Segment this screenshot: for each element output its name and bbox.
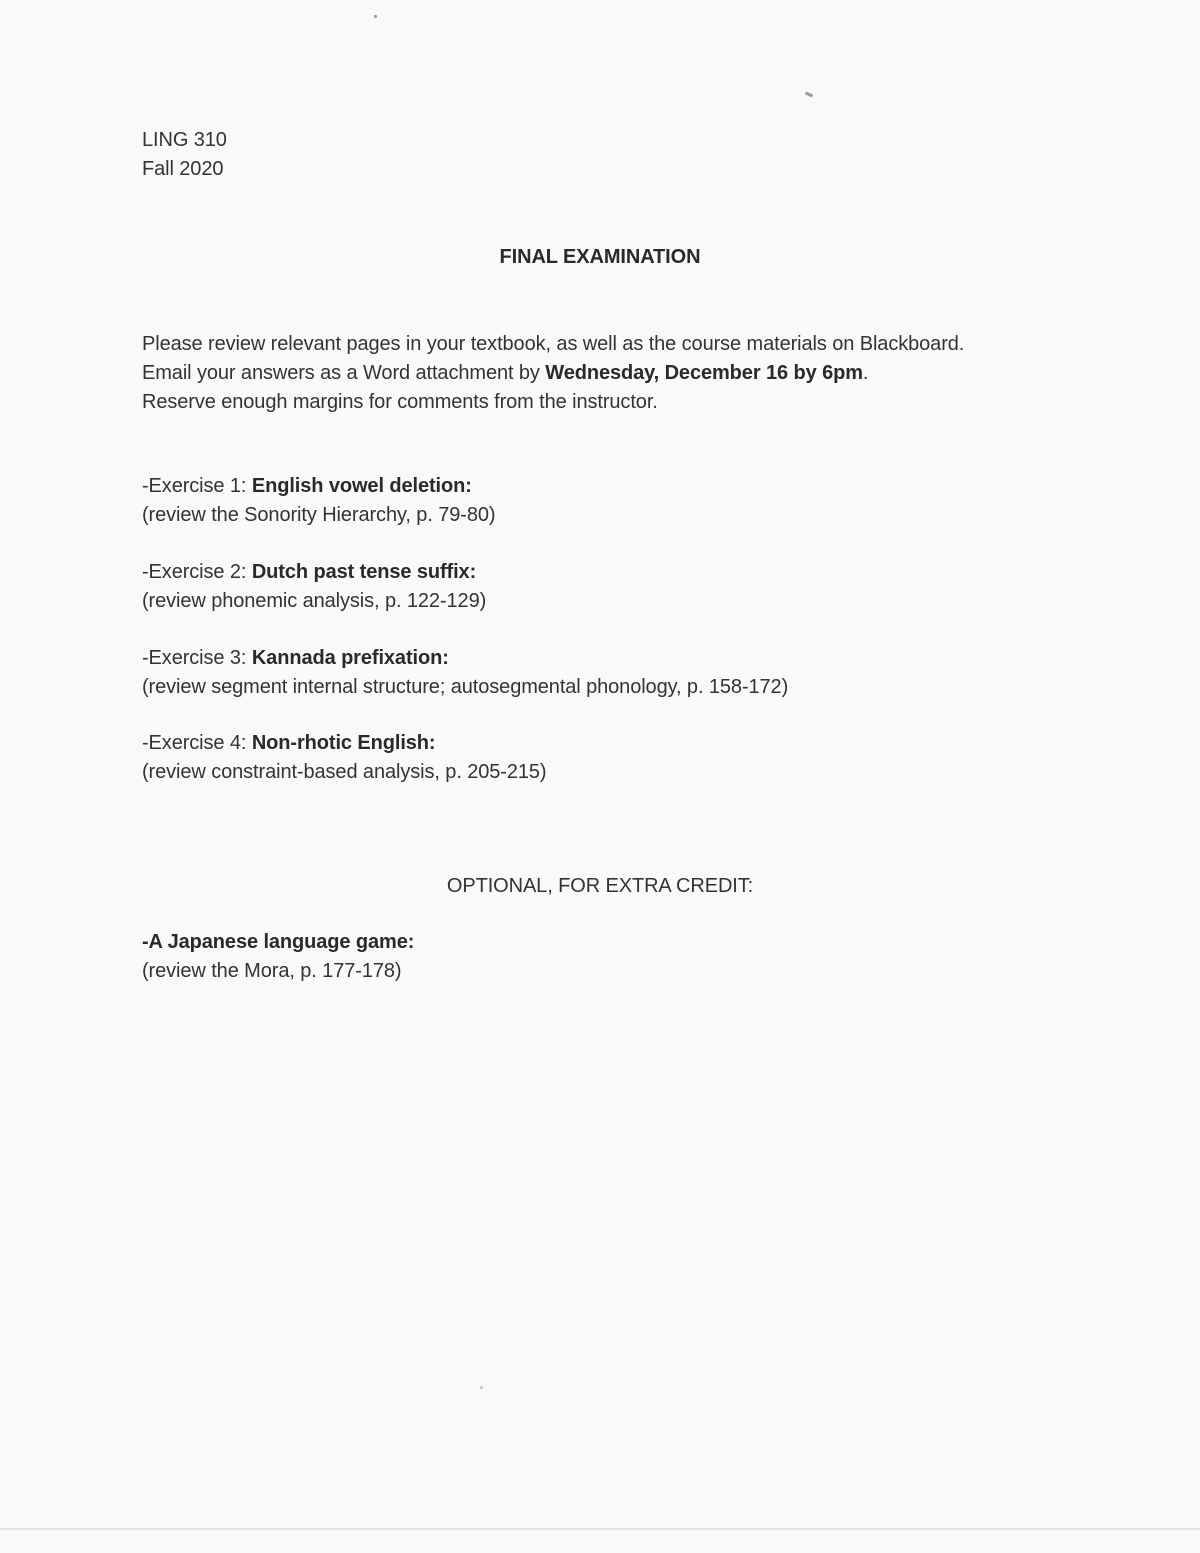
bonus-exercise-note: (review the Mora, p. 177-178)	[142, 960, 402, 982]
scan-speck	[480, 1386, 483, 1389]
exercise-4-note: (review constraint-based analysis, p. 205-215)	[142, 761, 547, 783]
course-term: Fall 2020	[142, 158, 224, 180]
exercise-3-prefix: -Exercise 3:	[142, 647, 252, 669]
exercise-2-title	[142, 558, 476, 587]
scan-speck	[805, 91, 814, 97]
exercise-4-topic: Non-rhotic English:	[251, 732, 436, 754]
exercise-1-topic: English vowel deletion:	[251, 475, 472, 497]
exercise-3-topic: Kannada prefixation:	[251, 647, 449, 669]
exercise-4-title	[142, 729, 435, 758]
exercise-2-topic: Dutch past tense suffix:	[251, 561, 477, 583]
intro-line-1: Please review relevant pages in your textbook, as well as the course materials on Blackboard.	[142, 333, 965, 355]
exercise-2-prefix: -Exercise 2:	[142, 561, 252, 583]
exercise-1-note: (review the Sonority Hierarchy, p. 79-80)	[142, 504, 496, 526]
page-title: FINAL EXAMINATION	[499, 246, 701, 268]
deadline: Wednesday, December 16 by 6pm	[545, 362, 863, 384]
intro-line-2	[142, 359, 868, 388]
optional-heading: OPTIONAL, FOR EXTRA CREDIT:	[446, 875, 754, 897]
intro-line-2-suffix: .	[862, 362, 869, 384]
exercise-4-prefix: -Exercise 4:	[142, 732, 252, 754]
exercise-1-title	[142, 472, 472, 501]
bonus-exercise-topic: -A Japanese language game:	[142, 931, 415, 953]
scan-speck	[374, 15, 377, 18]
page-bottom-edge	[0, 1528, 1200, 1530]
exercise-3-title	[142, 644, 449, 673]
exercise-1-prefix: -Exercise 1:	[142, 475, 252, 497]
exercise-3-note: (review segment internal structure; autosegmental phonology, p. 158-172)	[142, 676, 789, 698]
intro-line-2-prefix: Email your answers as a Word attachment by	[142, 362, 546, 384]
bonus-exercise-title	[142, 928, 414, 957]
exercise-2-note: (review phonemic analysis, p. 122-129)	[142, 590, 487, 612]
course-code: LING 310	[142, 129, 227, 151]
intro-line-3: Reserve enough margins for comments from the instructor.	[142, 391, 658, 413]
